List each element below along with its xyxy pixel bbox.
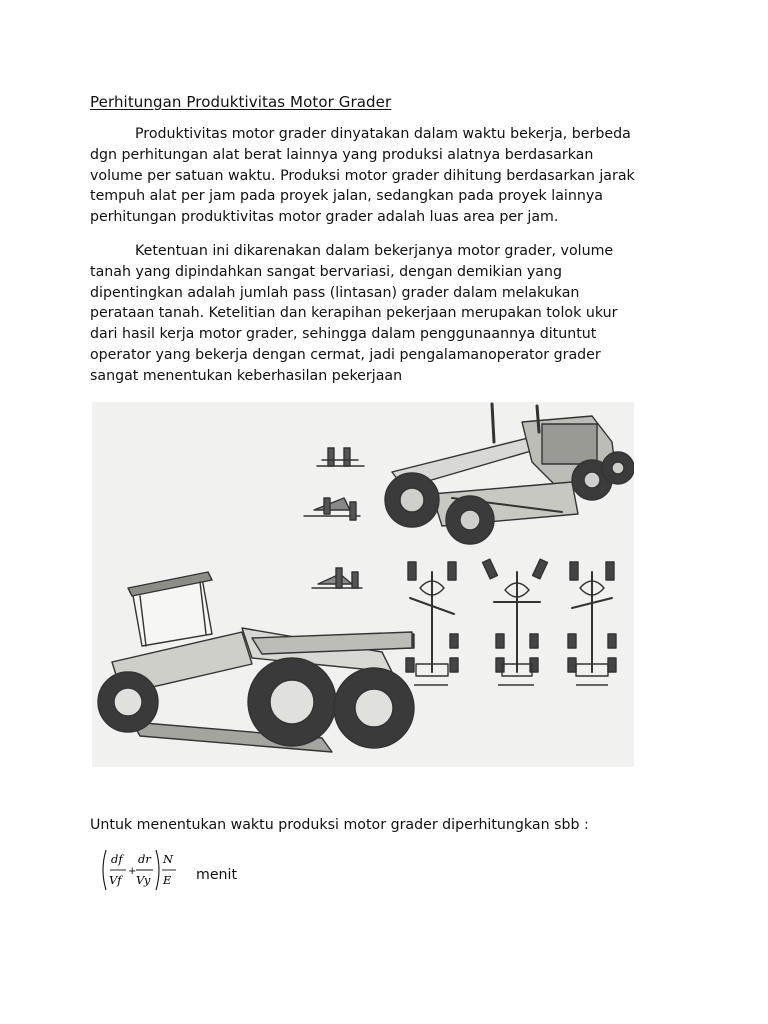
- left-paren: [103, 850, 106, 890]
- paragraph-line: volume per satuan waktu. Produksi motor grader dihitung berdasarkan jarak: [90, 167, 635, 184]
- motor-grader-illustration: [92, 402, 634, 767]
- paragraph-line: Produktivitas motor grader dinyatakan dalam waktu bekerja, berbeda: [135, 126, 631, 142]
- formula-n: N: [163, 852, 174, 866]
- formula-intro-text: Untuk menentukan waktu produksi motor grader diperhitungkan sbb :: [90, 817, 589, 833]
- paragraph-line: dari hasil kerja motor grader, sehingga dalam penggunaannya dituntut: [90, 326, 597, 343]
- blade-diagram-1: [317, 448, 364, 466]
- paragraph-line: operator yang bekerja dengan cermat, jadi pengalamanoperator grader: [90, 346, 601, 363]
- document-title: Perhitungan Produktivitas Motor Grader: [90, 93, 392, 111]
- blade-diagram-2: [304, 498, 360, 520]
- formula-dr: dr: [138, 852, 151, 866]
- formula-plus: +: [128, 866, 137, 877]
- paragraph-line: dgn perhitungan alat berat lainnya yang produksi alatnya berdasarkan: [90, 146, 594, 163]
- grader-bottom-left: [98, 572, 414, 752]
- formula-vf: Vf: [109, 873, 122, 887]
- paragraph-line: perhitungan produktivitas motor grader adalah luas area per jam.: [90, 209, 559, 226]
- paragraph-productivity: [90, 124, 680, 228]
- paragraph-line: tempuh alat per jam pada proyek jalan, sedangkan pada proyek lainnya: [90, 188, 603, 205]
- formula-df: df: [111, 852, 123, 866]
- formula-e: E: [163, 873, 172, 887]
- formula-vy: Vy: [136, 873, 151, 887]
- paragraph-line: perataan tanah. Ketelitian dan kerapihan pekerjaan merupakan tolok ukur: [90, 305, 618, 322]
- paragraph-provisions: [90, 241, 680, 387]
- top-view-diagram-1: [406, 562, 458, 676]
- productivity-formula: [100, 848, 190, 892]
- formula-unit: menit: [196, 867, 238, 883]
- top-view-diagram-2: [483, 559, 548, 676]
- paragraph-line: tanah yang dipindahkan sangat bervariasi, dengan demikian yang: [90, 263, 562, 280]
- paragraph-line: sangat menentukan keberhasilan pekerjaan: [90, 367, 403, 384]
- blade-diagram-3: [312, 568, 362, 588]
- paragraph-line: dipentingkan adalah jumlah pass (lintasan) grader dalam melakukan: [90, 284, 580, 301]
- paragraph-line: Ketentuan ini dikarenakan dalam bekerjanya motor grader, volume: [135, 243, 614, 259]
- grader-top-right: [385, 404, 634, 544]
- top-view-diagram-3: [568, 562, 616, 676]
- right-paren: [156, 850, 159, 890]
